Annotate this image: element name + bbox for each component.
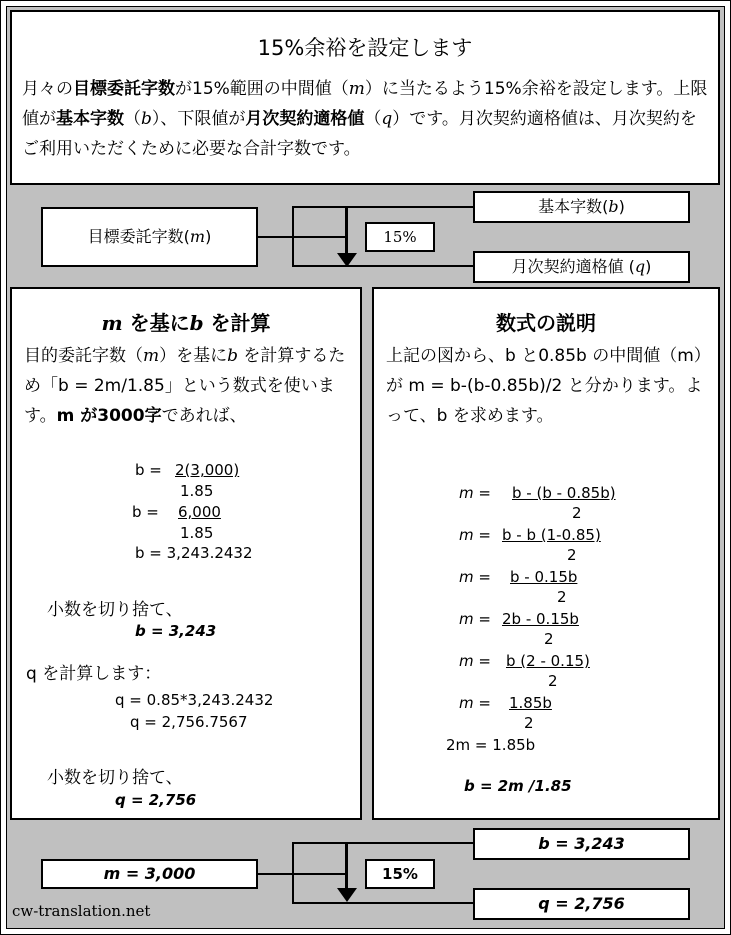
eq2-numerator: 6,000 xyxy=(178,503,221,521)
eq1-numerator: 2(3,000) xyxy=(175,461,240,479)
round-note-1: 小数を切り捨て、 xyxy=(47,600,183,620)
connector xyxy=(258,236,346,238)
r-eq2-den: 2 xyxy=(567,546,577,564)
target-count-box: 目標委託字数(m) xyxy=(41,207,258,267)
intro-text: 月々の目標委託字数が15%範囲の中間値（m）に当たるよう15%余裕を設定します。上限値が基本字数（b）、下限値が月次契約適格値（q）です。月次契約適格値は、月次契約をご利用いただくために必要な合計字数です。 xyxy=(22,79,708,159)
down-arrow-icon xyxy=(337,888,357,902)
right-panel-title: 数式の説明 xyxy=(496,311,596,335)
eq2-lhs: b = xyxy=(132,503,159,521)
percent-box: 15% xyxy=(365,222,435,252)
r-eq3-lhs: m = xyxy=(459,568,491,586)
left-calc-panel xyxy=(10,287,362,820)
r-eq2-lhs: m = xyxy=(459,526,491,544)
m-result-box: m = 3,000 xyxy=(41,859,258,889)
left-panel-text: 目的委託字数（m）を基にb を計算するため「b = 2m/1.85」という数式を使います。m が3000字であれば、 xyxy=(24,346,346,426)
q-eq1: q = 0.85*3,243.2432 xyxy=(115,691,274,709)
r-eq5-lhs: m = xyxy=(459,652,491,670)
r-eq4-den: 2 xyxy=(544,630,554,648)
connector xyxy=(292,842,474,844)
r-eq4-lhs: m = xyxy=(459,610,491,628)
r-eq2-num: b - b (1-0.85) xyxy=(502,526,601,544)
r-final: b = 2m /1.85 xyxy=(464,777,572,795)
down-arrow-shaft xyxy=(345,843,348,890)
b-result-box: b = 3,243 xyxy=(473,828,690,860)
connector xyxy=(292,902,474,904)
connector xyxy=(292,842,294,904)
r-eq7: 2m = 1.85b xyxy=(446,736,536,754)
left-panel-title: m を基にb を計算 xyxy=(101,311,271,335)
right-explain-panel xyxy=(372,287,720,820)
connector xyxy=(292,206,294,266)
eq1-lhs: b = xyxy=(135,461,162,479)
down-arrow-icon xyxy=(337,253,357,267)
r-eq1-num: b - (b - 0.85b) xyxy=(512,484,616,502)
r-eq4-num: 2b - 0.15b xyxy=(502,610,579,628)
r-eq5-num: b (2 - 0.15) xyxy=(506,652,590,670)
q-eq2: q = 2,756.7567 xyxy=(130,713,248,731)
right-panel-text: 上記の図から、b と0.85b の中間値（m）が m = b-(b-0.85b)/2 と分かります。よって、b を求めます。 xyxy=(386,346,711,426)
down-arrow-shaft xyxy=(345,207,348,255)
r-eq3-den: 2 xyxy=(557,588,567,606)
eq2-denominator: 1.85 xyxy=(180,524,214,542)
percent-box-bottom: 15% xyxy=(365,859,435,889)
base-count-box: 基本字数(b) xyxy=(473,191,690,223)
result-b: b = 3,243 xyxy=(135,622,217,640)
r-eq1-den: 2 xyxy=(572,504,582,522)
eq1-denominator: 1.85 xyxy=(180,482,214,500)
connector xyxy=(292,206,474,208)
r-eq3-num: b - 0.15b xyxy=(510,568,578,586)
intro-title: 15%余裕を設定します xyxy=(257,36,473,60)
monthly-eligible-box: 月次契約適格値 (q) xyxy=(473,251,690,283)
r-eq6-num: 1.85b xyxy=(509,694,552,712)
r-eq6-den: 2 xyxy=(524,714,534,732)
result-q: q = 2,756 xyxy=(115,791,197,809)
eq3: b = 3,243.2432 xyxy=(135,544,253,562)
r-eq6-lhs: m = xyxy=(459,694,491,712)
calc-q-label: q を計算します： xyxy=(26,664,162,684)
r-eq1-lhs: m = xyxy=(459,484,491,502)
connector xyxy=(292,265,474,267)
round-note-2: 小数を切り捨て、 xyxy=(47,768,183,788)
intro-box xyxy=(10,10,720,185)
q-result-box: q = 2,756 xyxy=(473,888,690,920)
watermark: cw-translation.net xyxy=(12,902,151,920)
connector xyxy=(258,873,346,875)
r-eq5-den: 2 xyxy=(548,672,558,690)
